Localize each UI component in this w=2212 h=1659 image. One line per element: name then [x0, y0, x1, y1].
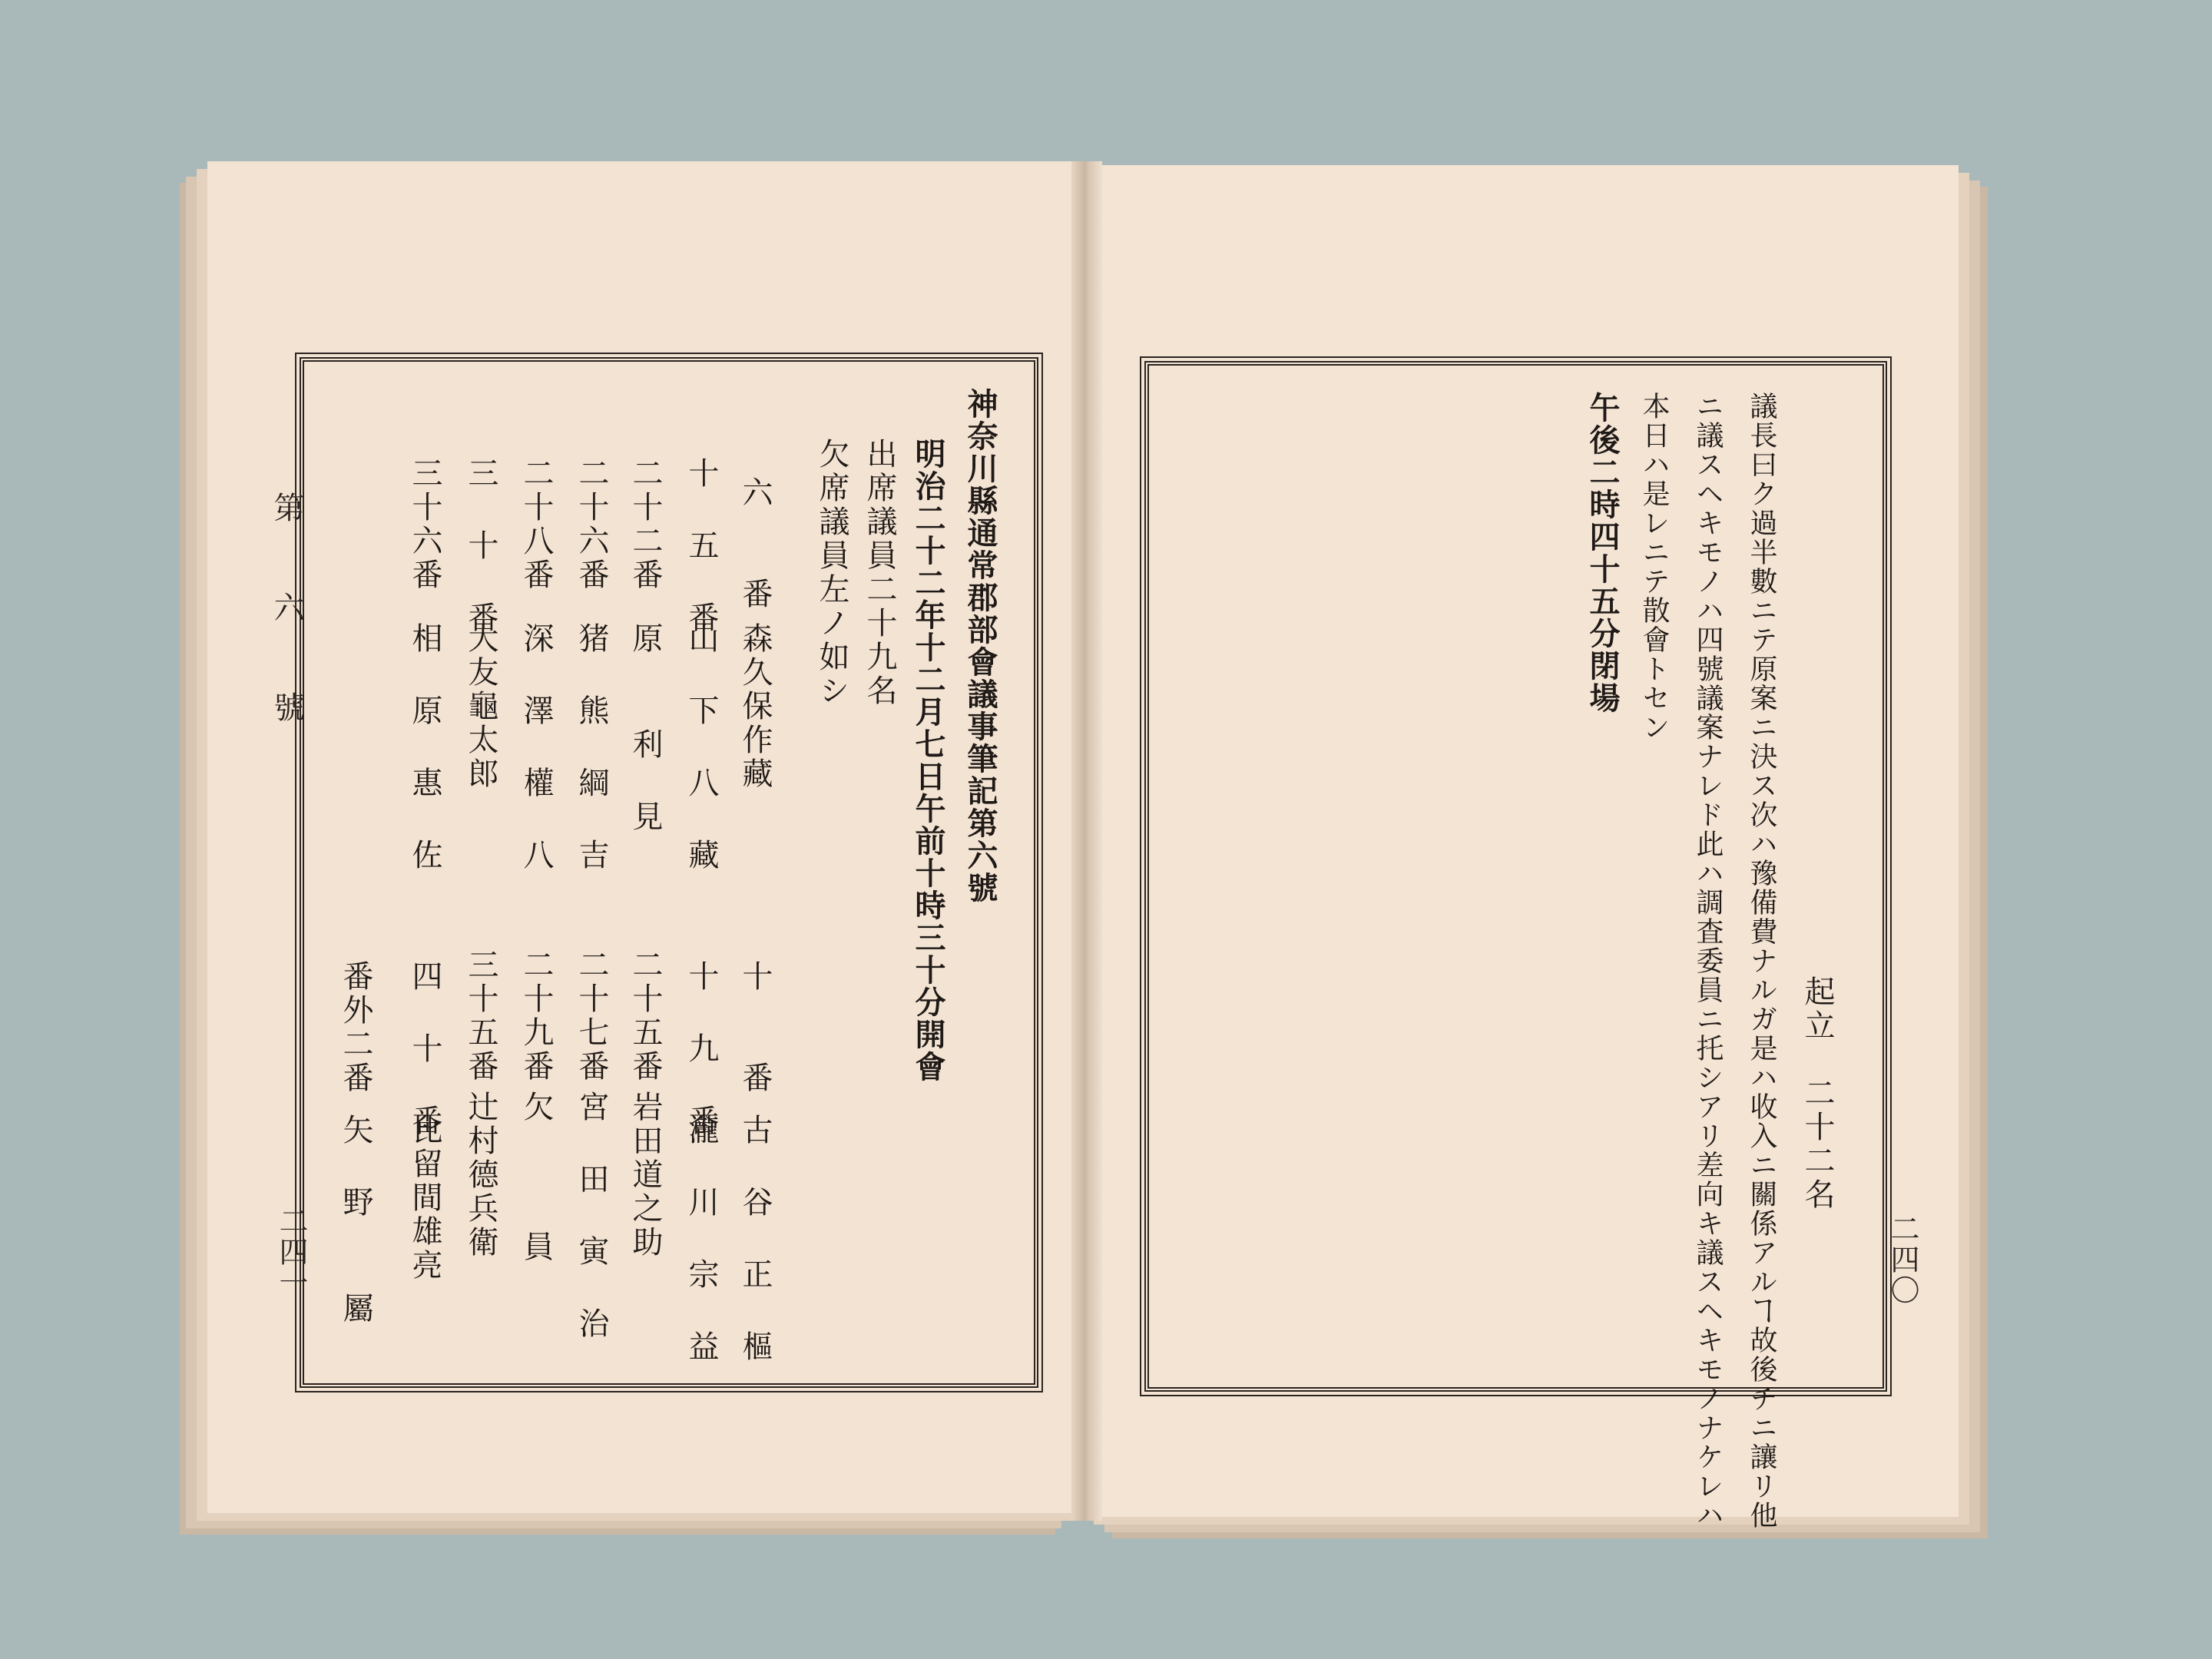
seat-label: 十 五 番	[684, 457, 719, 635]
attendance-line: 出席議員二十九名	[862, 438, 897, 708]
standing-vote: 起立 二十二名	[1800, 975, 1835, 1212]
minutes-line: 議長曰ク過半數ニテ原案ニ決ス次ハ豫備費ナルガ是ハ收入ニ關係アルヿ故後チニ讓リ他	[1746, 392, 1777, 1530]
seat-label: 三十六番	[407, 457, 442, 592]
member-name: 宮 田 寅 治	[574, 1091, 609, 1341]
member-name: 辻村德兵衛	[463, 1091, 498, 1260]
seat-label: 二十二番	[628, 457, 663, 592]
seat-label: 三十五番	[463, 949, 498, 1084]
seat-label: 二十八番	[518, 457, 554, 592]
seat-label: 十 番	[737, 960, 773, 1095]
member-name: 古 谷 正 樞	[737, 1114, 773, 1364]
seat-label: 三 十 番	[463, 457, 498, 635]
member-name: 比留間雄亮	[407, 1114, 442, 1283]
member-name: 岩田道之助	[628, 1091, 663, 1260]
absent-intro: 欠席議員左ノ如シ	[814, 438, 849, 708]
seat-label: 番外二番	[338, 960, 373, 1095]
member-name: 欠 員	[518, 1091, 554, 1264]
member-name: 原 利 見	[628, 622, 663, 834]
member-name: 山 下 八 藏	[684, 622, 719, 873]
seat-label: 十 九 番	[684, 960, 719, 1138]
seat-label: 二十六番	[574, 457, 609, 592]
member-name: 瀧 川 宗 益	[684, 1114, 719, 1364]
member-name: 相 原 惠 佐	[407, 622, 442, 873]
right-page-number: 二四〇	[1886, 1214, 1919, 1306]
member-name: 矢 野 屬	[338, 1114, 373, 1326]
opening-line: 明治二十二年十二月七日午前十時三十分開會	[910, 438, 946, 1083]
seat-label: 四 十 番	[407, 960, 442, 1138]
member-name: 森久保作藏	[737, 622, 773, 791]
member-name: 深 澤 權 八	[518, 622, 554, 873]
member-name: 猪 熊 綱 吉	[574, 622, 609, 873]
seat-label: 二十九番	[518, 949, 554, 1084]
seat-label: 二十五番	[628, 949, 663, 1084]
seat-label: 二十七番	[574, 949, 609, 1084]
book-gutter	[1071, 161, 1102, 1521]
left-page-number: 二四一	[274, 1206, 308, 1298]
minutes-line: ニ議スヘキモノハ四號議案ナレド此ハ調査委員ニ托シアリ差向キ議スヘキモノナケレハ	[1692, 392, 1724, 1530]
closing-time: 午後二時四十五分閉場	[1584, 392, 1621, 714]
member-name: 大友龜太郎	[463, 622, 498, 791]
record-title: 神奈川縣通常郡部會議事筆記第六號	[962, 388, 998, 904]
minutes-line: 本日ハ是レニテ散會トセン	[1638, 392, 1670, 742]
seat-label: 六 番	[737, 476, 773, 611]
running-head: 第 六 號	[269, 492, 304, 739]
